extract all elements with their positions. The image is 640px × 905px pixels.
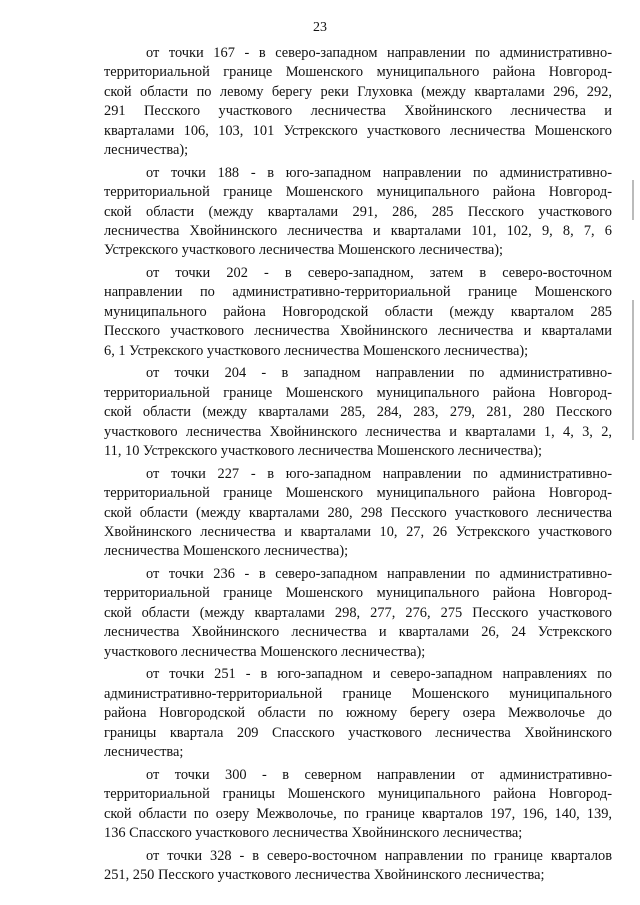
text-line: Песского участкового лесничества Хвойнинского лесничества и кварталами [104,323,612,340]
paragraph [104,164,612,261]
text-line: Устрекского участкового лесничества Мошенского лесничества); [104,242,503,259]
paragraph [104,465,612,562]
text-line: 291 Песского участкового лесничества Хвойнинского лесничества и [104,103,612,120]
text-line: ской области по озеру Межволочье, по границе кварталов 197, 196, 140, 139, [104,805,612,822]
text-line: ской области (между кварталами 280, 298 Песского участкового лесничества [104,504,612,521]
text-line: ской области по левому берегу реки Глуховка (между кварталами 296, 292, [104,83,612,100]
text-line: направлении по административно-территориальной границе Мошенского [104,284,612,301]
paragraph [104,847,612,886]
text-line: от точки 236 - в северо-западном направлении по административно- [146,566,612,583]
text-line: от точки 300 - в северном направлении от административно- [146,766,612,783]
text-line: лесничества; [104,744,184,760]
text-line: лесничества Хвойнинского лесничества и кварталами 26, 24 Устрекского [104,624,612,641]
text-line: от точки 204 - в западном направлении по административно- [146,365,612,382]
paragraph [104,264,612,361]
text-line: Хвойнинского лесничества и кварталами 10, 27, 26 Устрекского участкового [104,523,612,540]
paragraph [104,665,612,762]
text-line: 6, 1 Устрекского участкового лесничества Мошенского лесничества); [104,342,529,359]
text-line: лесничества Хвойнинского лесничества и кварталами 101, 102, 9, 8, 7, 6 [104,222,612,239]
text-line: территориальной границы Мошенского муниципального района Новгород- [104,786,612,803]
paragraph [104,766,612,844]
text-line: от точки 188 - в юго-западном направлении по административно- [146,164,612,181]
text-line: муниципального района Новгородской области (между кварталом 285 [104,303,612,320]
text-line: ской области (между кварталами 291, 286, 285 Песского участкового [104,203,612,220]
text-line: 251, 250 Песского участкового лесничества Хвойнинского лесничества; [104,867,545,884]
scan-edge-mark [632,180,634,220]
text-line: границы квартала 209 Спасского участкового лесничества Хвойнинского [104,724,612,741]
text-line: лесничества); [104,142,189,159]
text-line: от точки 227 - в юго-западном направлении по административно- [146,465,612,482]
text-line: участкового лесничества Хвойнинского лесничества и кварталами 1, 4, 3, 2, [104,423,612,440]
text-line: территориальной границе Мошенского муниципального района Новгород- [104,64,612,81]
text-line: ской области (между кварталами 285, 284, 283, 279, 281, 280 Песского [104,404,612,421]
text-line: от точки 251 - в юго-западном и северо-западном направлениях по [146,666,612,683]
paragraph [104,44,612,160]
document-body [104,44,612,889]
text-line: территориальной границе Мошенского муниципального района Новгород- [104,585,612,602]
scan-edge-mark [632,300,634,440]
paragraph [104,565,612,662]
text-line: ской области (между кварталами 298, 277, 276, 275 Песского участкового [104,604,612,621]
text-line: от точки 202 - в северо-западном, затем в северо-восточном [146,265,612,282]
text-line: от точки 167 - в северо-западном направлении по административно- [146,45,612,61]
text-line: 11, 10 Устрекского участкового лесничества Мошенского лесничества); [104,443,543,460]
text-line: территориальной границе Мошенского муниципального района Новгород- [104,184,612,201]
text-line: лесничества Мошенского лесничества); [104,543,349,560]
text-line: территориальной границе Мошенского муниципального района Новгород- [104,384,612,401]
text-line: района Новгородской области по южному берегу озера Межволочье до [104,705,612,722]
paragraph [104,364,612,461]
text-line: участкового лесничества Мошенского лесничества); [104,643,426,660]
text-line: административно-территориальной границе Мошенского муниципального [104,685,612,702]
page-number: 23 [313,20,327,35]
text-line: территориальной границе Мошенского муниципального района Новгород- [104,485,612,502]
text-line: от точки 328 - в северо-восточном направлении по границе кварталов [146,847,612,864]
text-line: 136 Спасского участкового лесничества Хвойнинского лесничества; [104,824,523,841]
text-line: кварталами 106, 103, 101 Устрекского участкового лесничества Мошенского [104,122,612,139]
